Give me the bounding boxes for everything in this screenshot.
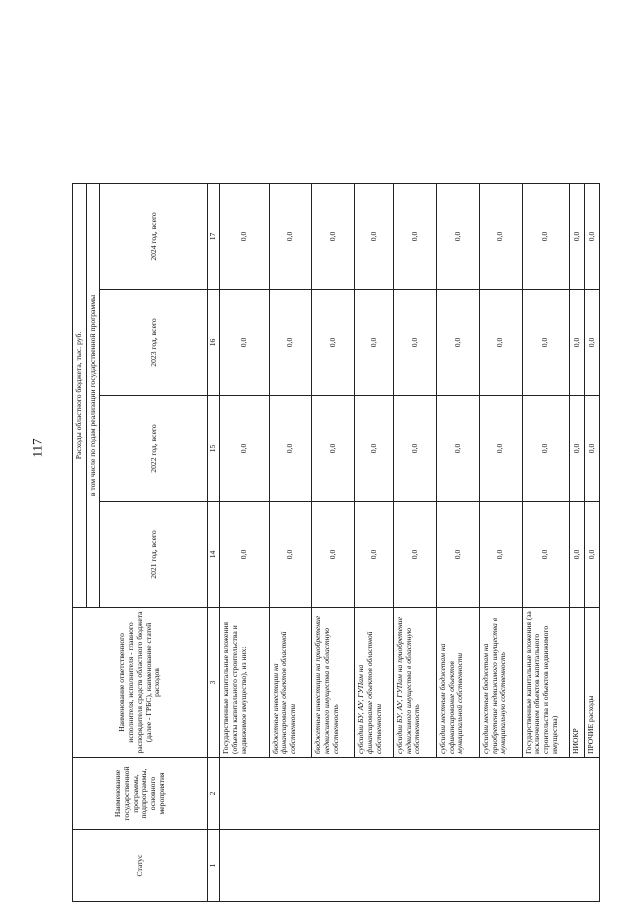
expense-value-cell: 0,0	[312, 502, 355, 608]
index-cell: 16	[208, 290, 220, 396]
index-row	[208, 183, 220, 901]
expense-value-cell: 0,0	[479, 183, 522, 289]
expense-item-label: бюджетные инвестиции на приобретение недвижимого имущества в областную собственность	[312, 608, 355, 758]
header-expenses-group: Расходы областного бюджета, тыс. руб.	[73, 183, 87, 607]
expense-value-cell: 0,0	[220, 396, 269, 502]
expense-value-cell: 0,0	[394, 290, 437, 396]
expense-value-cell: 0,0	[522, 183, 569, 289]
index-cell: 2	[208, 758, 220, 830]
index-cell: 14	[208, 502, 220, 608]
expense-value-cell: 0,0	[312, 183, 355, 289]
expense-value-cell: 0,0	[220, 183, 269, 289]
expense-value-cell: 0,0	[569, 396, 584, 502]
table-row	[220, 183, 269, 901]
expense-value-cell: 0,0	[436, 183, 479, 289]
expense-value-cell: 0,0	[569, 290, 584, 396]
status-cell	[220, 830, 600, 902]
expense-value-cell: 0,0	[569, 183, 584, 289]
header-status: Статус	[73, 830, 208, 902]
expense-item-label: субсидии БУ, АУ, ГУПам на приобретение недвижимого имущества в областную собственность	[394, 608, 437, 758]
expense-item-label: бюджетные инвестиции на финансирование объектов областной собственности	[269, 608, 312, 758]
header-year-2024: 2024 год, всего	[100, 183, 208, 289]
expense-value-cell: 0,0	[479, 396, 522, 502]
expense-item-label: субсидии БУ, АУ, ГУПам на финансирование объектов областной собственности	[355, 608, 394, 758]
expense-item-label: НИОКР	[569, 608, 584, 758]
expense-value-cell: 0,0	[479, 290, 522, 396]
expense-value-cell: 0,0	[355, 290, 394, 396]
expense-item-label: Государственные капитальные вложения (объекты капитального строительства и недвижимое имущество), из них:	[220, 608, 269, 758]
header-year-2021: 2021 год, всего	[100, 502, 208, 608]
expense-value-cell: 0,0	[522, 290, 569, 396]
header-year-2022: 2022 год, всего	[100, 396, 208, 502]
expense-value-cell: 0,0	[269, 290, 312, 396]
expense-value-cell: 0,0	[479, 502, 522, 608]
expense-value-cell: 0,0	[269, 396, 312, 502]
expense-item-label: Государственные капитальные вложения (за исключением объектов капитального строительства и объектов недвижимого имущества)	[522, 608, 569, 758]
expense-value-cell: 0,0	[436, 396, 479, 502]
expense-value-cell: 0,0	[355, 183, 394, 289]
expense-value-cell: 0,0	[355, 396, 394, 502]
expense-value-cell: 0,0	[269, 502, 312, 608]
expense-value-cell: 0,0	[436, 502, 479, 608]
header-year-2023: 2023 год, всего	[100, 290, 208, 396]
expense-value-cell: 0,0	[584, 183, 599, 289]
page-number: 117	[29, 438, 45, 458]
expense-value-cell: 0,0	[394, 502, 437, 608]
rotated-table-container	[72, 184, 600, 902]
expense-value-cell: 0,0	[522, 502, 569, 608]
expense-value-cell: 0,0	[436, 290, 479, 396]
expense-value-cell: 0,0	[220, 502, 269, 608]
header-years-group: в том числе по годам реализации государственной программы	[86, 183, 100, 607]
expense-value-cell: 0,0	[312, 290, 355, 396]
expense-value-cell: 0,0	[522, 396, 569, 502]
expense-value-cell: 0,0	[269, 183, 312, 289]
expense-value-cell: 0,0	[355, 502, 394, 608]
expense-value-cell: 0,0	[584, 396, 599, 502]
expense-value-cell: 0,0	[220, 290, 269, 396]
index-cell: 1	[208, 830, 220, 902]
header-program-name: Наименование государственной программы, подпрограммы, основного мероприятия	[73, 758, 208, 830]
index-cell: 17	[208, 183, 220, 289]
index-cell: 15	[208, 396, 220, 502]
expenses-table	[72, 183, 600, 902]
index-cell: 3	[208, 608, 220, 758]
program-name-cell	[220, 758, 600, 830]
expense-value-cell: 0,0	[312, 396, 355, 502]
header-executor: Наименование ответственного исполнителя, исполнителя - главного распорядителя средств областного бюджета (далее - ГРБС), наименование статей расходов	[73, 608, 208, 758]
expense-value-cell: 0,0	[584, 502, 599, 608]
expense-item-label: ПРОЧИЕ расходы	[584, 608, 599, 758]
expense-value-cell: 0,0	[394, 183, 437, 289]
expense-item-label: субсидии местным бюджетам на приобретение недвижимого имущества в муниципальную собственность	[479, 608, 522, 758]
expense-value-cell: 0,0	[394, 396, 437, 502]
expense-value-cell: 0,0	[584, 290, 599, 396]
expense-item-label: субсидии местным бюджетам на софинансирование объектов муниципальной собственности	[436, 608, 479, 758]
expense-value-cell: 0,0	[569, 502, 584, 608]
landscape-page	[72, 184, 600, 902]
